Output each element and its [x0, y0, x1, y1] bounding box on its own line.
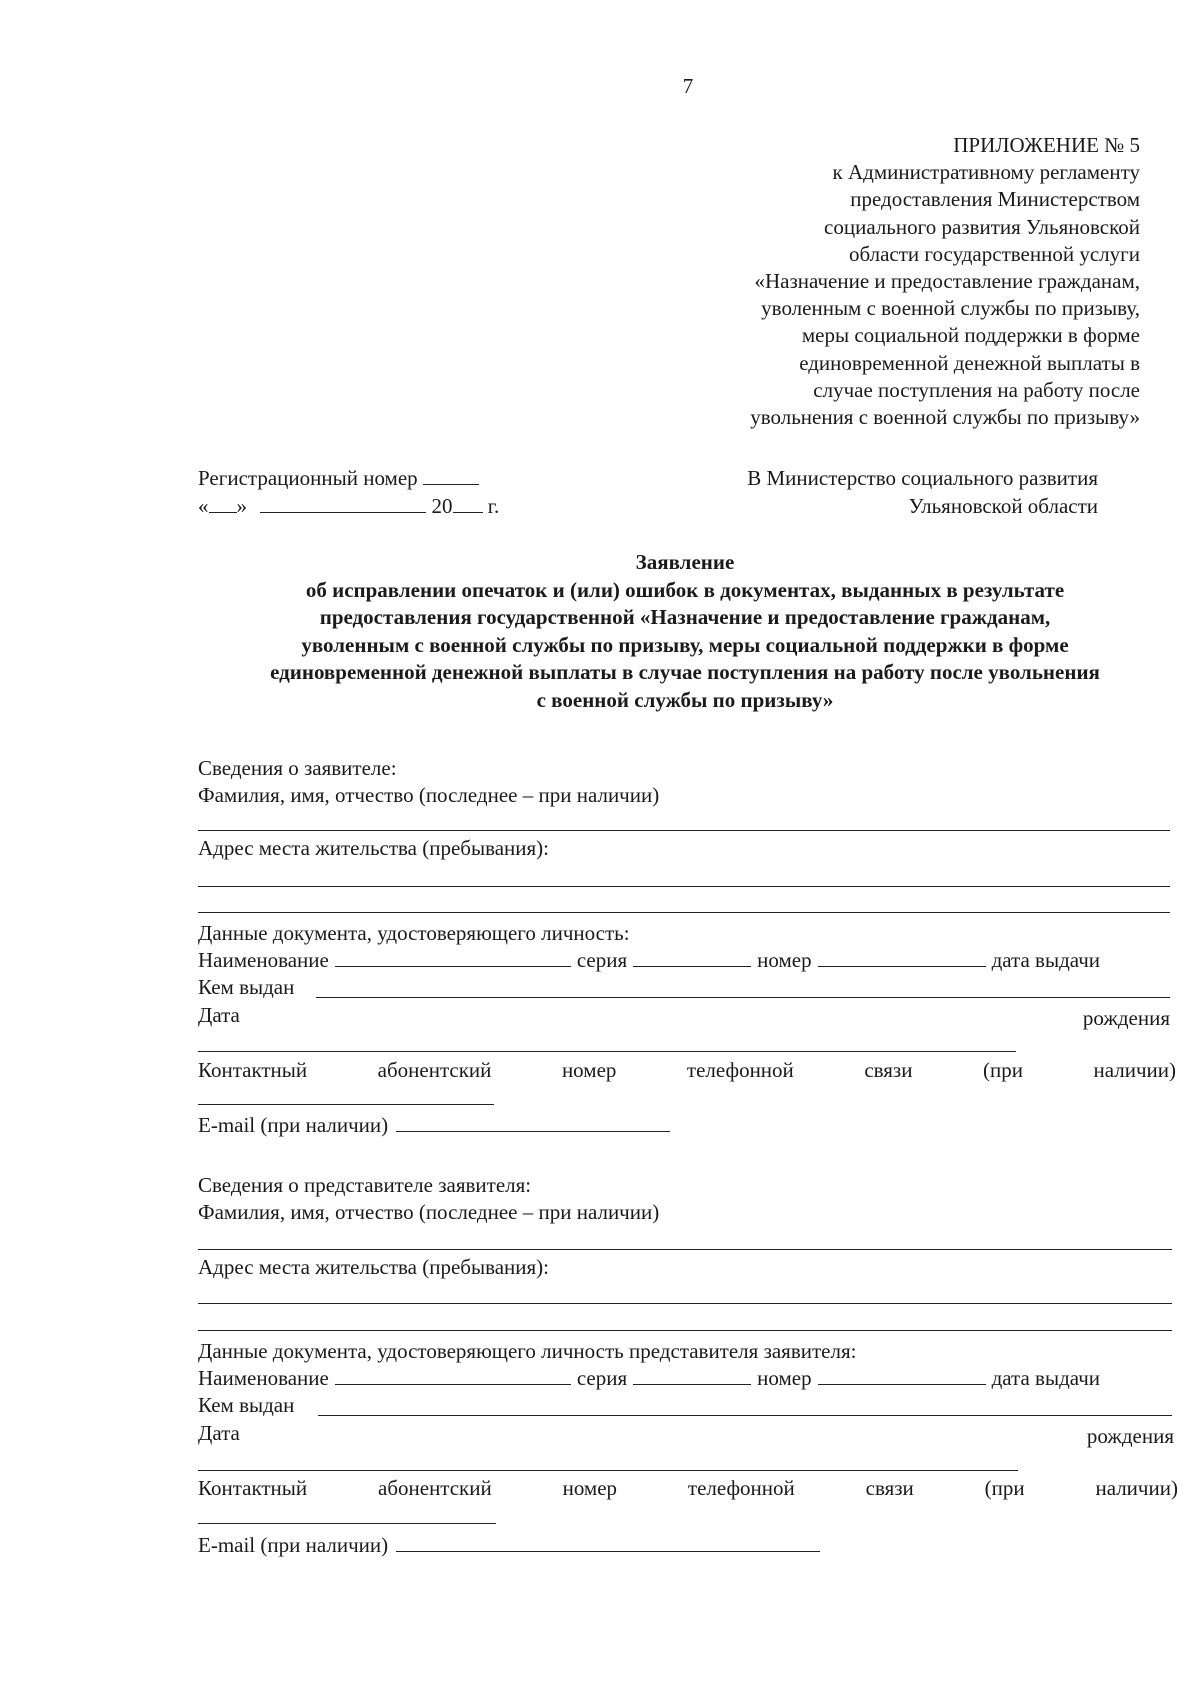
appendix-block	[750, 132, 1140, 431]
applicant-doc-name-label: Наименование	[198, 948, 329, 972]
representative-doc-name-label: Наименование	[198, 1366, 329, 1390]
representative-birth-date-label-left: Дата	[198, 1421, 240, 1445]
phone-word: абонентский	[377, 1058, 492, 1082]
representative-address-field-1[interactable]	[198, 1303, 1172, 1304]
representative-doc-row	[198, 1366, 1100, 1390]
representative-doc-number-label: номер	[757, 1366, 812, 1390]
applicant-issued-by-field[interactable]	[316, 997, 1170, 998]
phone-word: телефонной	[687, 1476, 795, 1500]
title-line: уволенным с военной службы по призыву, меры социальной поддержки в форме	[301, 632, 1069, 657]
applicant-doc-number-label: номер	[757, 948, 812, 972]
representative-doc-name-field[interactable]	[335, 1367, 571, 1385]
applicant-birth-date-label-left: Дата	[198, 1003, 240, 1027]
representative-address-field-2[interactable]	[198, 1330, 1172, 1331]
phone-word: (при	[984, 1476, 1025, 1500]
month-field[interactable]	[260, 495, 426, 513]
registration-number-field[interactable]	[423, 467, 479, 485]
representative-email-field[interactable]	[396, 1534, 820, 1552]
representative-email-label: E-mail (при наличии)	[198, 1533, 389, 1557]
phone-word: наличии)	[1095, 1476, 1178, 1500]
applicant-doc-name-field[interactable]	[335, 949, 571, 967]
representative-birth-date-label-right: рождения	[1086, 1424, 1174, 1448]
applicant-doc-row	[198, 948, 1100, 972]
applicant-phone-label	[198, 1058, 1176, 1082]
applicant-birth-date-label-right: рождения	[1082, 1006, 1170, 1030]
title-line: единовременной денежной выплаты в случае поступления на работу после увольнения	[270, 660, 1100, 684]
phone-word: абонентский	[378, 1476, 492, 1500]
registration-block	[198, 464, 499, 520]
representative-birth-date-field[interactable]	[198, 1470, 1018, 1471]
appendix-line: ПРИЛОЖЕНИЕ № 5	[953, 133, 1140, 157]
applicant-heading: Сведения о заявителе:	[198, 756, 397, 780]
phone-word: номер	[561, 1058, 617, 1082]
applicant-email-field[interactable]	[396, 1114, 670, 1132]
applicant-address-field-2[interactable]	[198, 912, 1170, 913]
applicant-doc-issue-date-label: дата выдачи	[991, 948, 1101, 972]
addressee-block	[747, 464, 1098, 520]
applicant-address-field-1[interactable]	[198, 886, 1170, 887]
date-quote-close: »	[236, 494, 247, 518]
applicant-phone-field[interactable]	[198, 1104, 494, 1105]
representative-phone-label	[198, 1476, 1178, 1500]
applicant-birth-date-field[interactable]	[198, 1051, 1016, 1052]
phone-word: номер	[562, 1476, 618, 1500]
appendix-line: социального развития Ульяновской	[824, 214, 1140, 239]
representative-address-label: Адрес места жительства (пребывания):	[198, 1255, 550, 1279]
applicant-doc-series-label: серия	[576, 948, 628, 972]
document-title	[170, 549, 1200, 714]
title-line: предоставления государственной «Назначение и предоставление гражданам,	[319, 605, 1051, 629]
applicant-email-label: E-mail (при наличии)	[198, 1113, 389, 1137]
page-number: 7	[682, 74, 694, 98]
addressee-line: В Министерство социального развития	[747, 466, 1098, 490]
applicant-fio-field[interactable]	[198, 830, 1170, 831]
appendix-line: к Административному регламенту	[832, 160, 1140, 185]
addressee-line: Ульяновской области	[908, 494, 1098, 518]
year-field[interactable]	[453, 495, 483, 513]
appendix-line: случае поступления на работу после	[813, 377, 1140, 402]
phone-word: наличии)	[1093, 1058, 1176, 1082]
phone-word: Контактный	[198, 1058, 308, 1082]
appendix-line: «Назначение и предоставление гражданам,	[754, 269, 1140, 294]
representative-phone-field[interactable]	[198, 1523, 496, 1524]
representative-email-row	[198, 1533, 826, 1557]
applicant-email-row	[198, 1113, 676, 1137]
representative-fio-label: Фамилия, имя, отчество (последнее – при наличии)	[198, 1200, 660, 1224]
representative-heading: Сведения о представителе заявителя:	[198, 1173, 532, 1197]
year-suffix: г.	[487, 494, 500, 518]
applicant-fio-label: Фамилия, имя, отчество (последнее – при наличии)	[198, 783, 660, 807]
date-quote-open: «	[198, 494, 209, 518]
representative-doc-issue-date-label: дата выдачи	[991, 1366, 1101, 1390]
applicant-doc-heading: Данные документа, удостоверяющего личность:	[198, 921, 630, 945]
appendix-line: меры социальной поддержки в форме	[801, 323, 1140, 348]
representative-fio-field[interactable]	[198, 1249, 1172, 1250]
applicant-address-label: Адрес места жительства (пребывания):	[198, 836, 550, 860]
appendix-line: предоставления Министерством	[850, 187, 1140, 212]
day-field[interactable]	[209, 495, 237, 513]
appendix-line: увольнения с военной службы по призыву»	[750, 405, 1140, 430]
phone-word: телефонной	[686, 1058, 794, 1082]
appendix-line: уволенным с военной службы по призыву,	[761, 296, 1140, 321]
phone-word: связи	[865, 1476, 914, 1500]
phone-word: связи	[864, 1058, 913, 1082]
title-line: с военной службы по призыву»	[536, 687, 834, 712]
representative-doc-series-label: серия	[576, 1366, 628, 1390]
registration-label: Регистрационный номер	[198, 466, 418, 490]
representative-doc-heading: Данные документа, удостоверяющего личность представителя заявителя:	[198, 1339, 857, 1363]
applicant-doc-number-field[interactable]	[818, 949, 986, 967]
phone-word: (при	[982, 1058, 1023, 1082]
appendix-line: области государственной услуги	[848, 241, 1140, 266]
representative-issued-by-field[interactable]	[318, 1415, 1172, 1416]
title-line: Заявление	[635, 550, 735, 574]
representative-doc-series-field[interactable]	[633, 1367, 751, 1385]
applicant-doc-series-field[interactable]	[633, 949, 751, 967]
representative-doc-number-field[interactable]	[818, 1367, 986, 1385]
phone-word: Контактный	[198, 1476, 308, 1500]
year-prefix: 20	[431, 494, 453, 518]
title-line: об исправлении опечаток и (или) ошибок в документах, выданных в результате	[305, 577, 1065, 602]
applicant-issued-by-label: Кем выдан	[198, 975, 295, 999]
representative-issued-by-label: Кем выдан	[198, 1393, 295, 1417]
appendix-line: единовременной денежной выплаты в	[799, 350, 1140, 375]
